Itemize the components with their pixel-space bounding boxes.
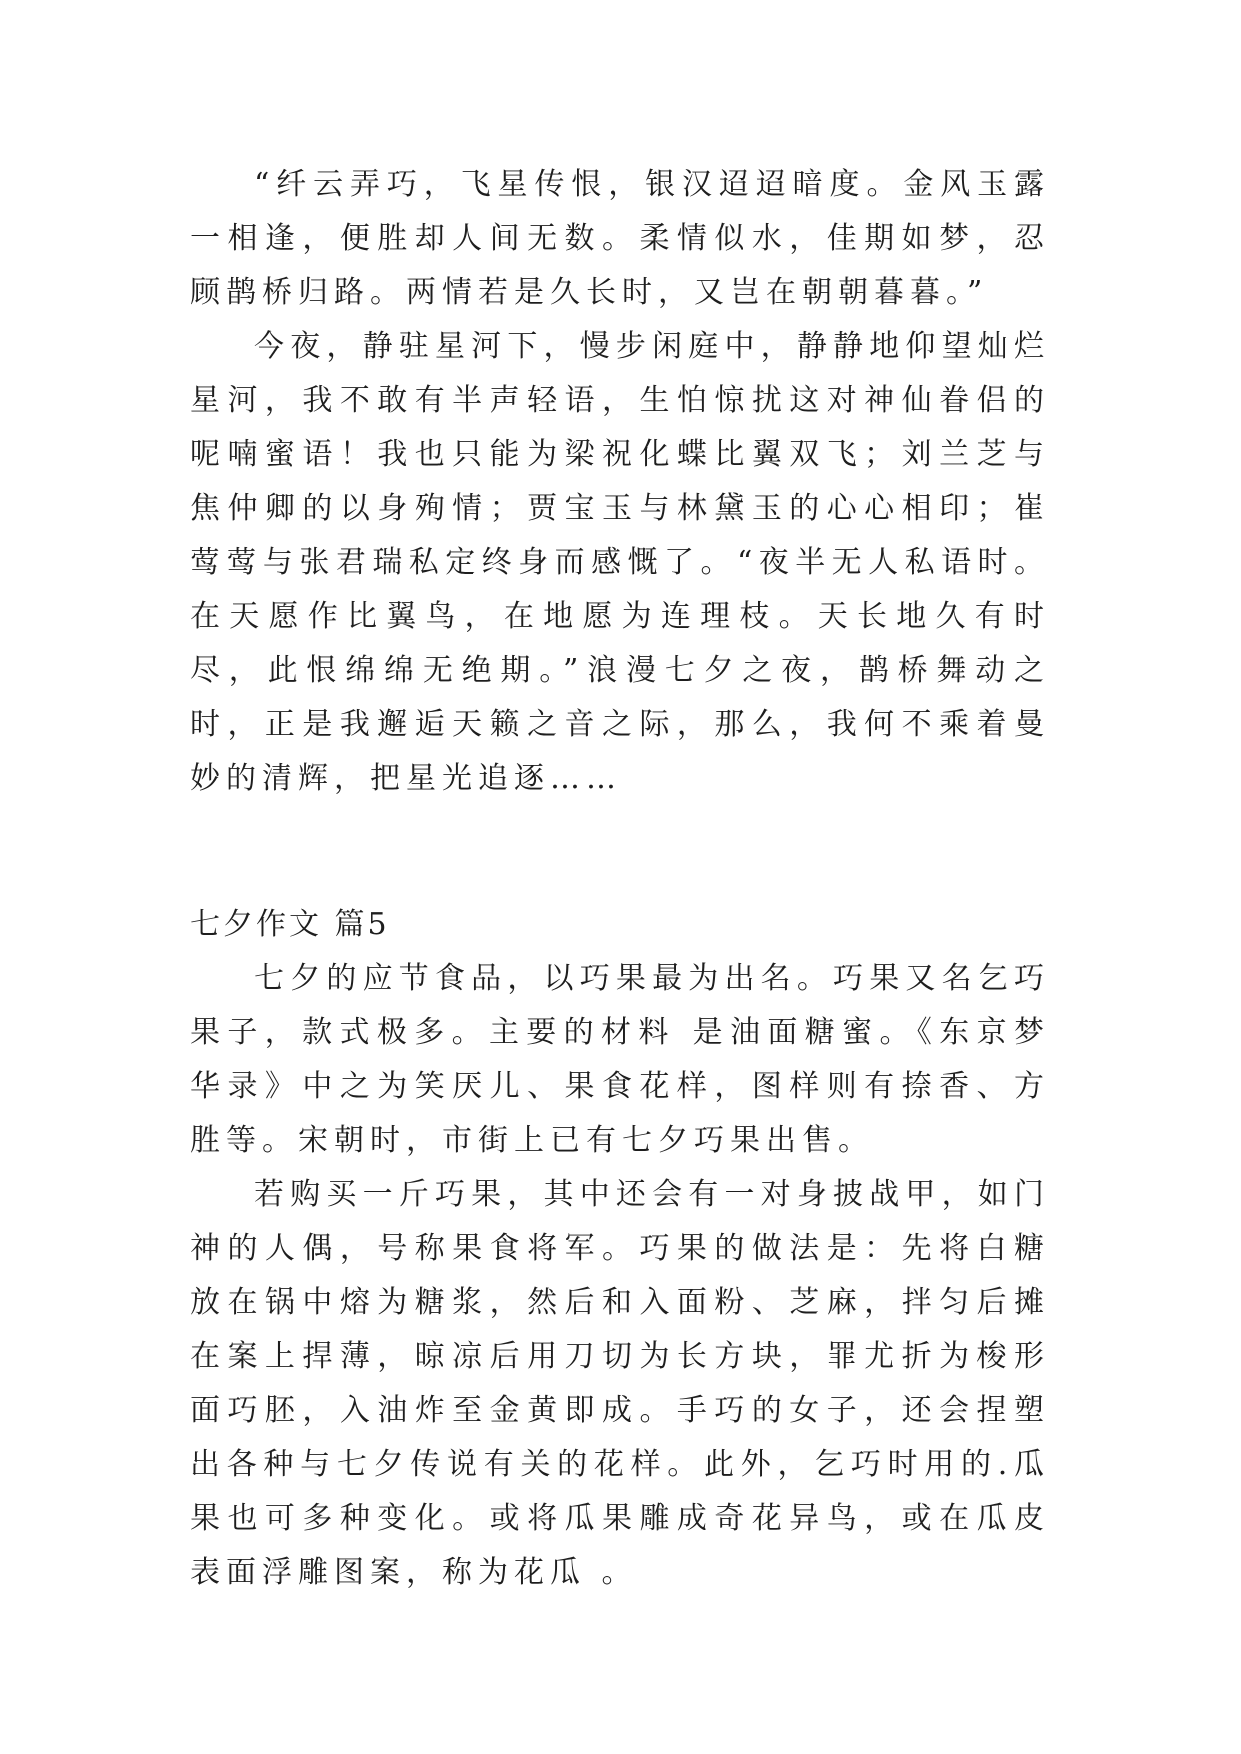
document-body bbox=[190, 158, 1050, 1600]
night-paragraph: 今夜，静驻星河下，慢步闲庭中，静静地仰望灿烂星河，我不敢有半声轻语，生怕惊扰这对神仙眷侣的呢喃蜜语！我也只能为梁祝化蝶比翼双飞；刘兰芝与焦仲卿的以身殉情；贾宝玉与林黛玉的心心相印；崔莺莺与张君瑞私定终身而感慨了。“夜半无人私语时。在天愿作比翼鸟，在地愿为连理枝。天长地久有时尽，此恨绵绵无绝期。”浪漫七夕之夜，鹊桥舞动之时，正是我邂逅天籁之音之际，那么，我何不乘着曼妙的清辉，把星光追逐…… bbox=[190, 329, 1050, 796]
poem-paragraph: “纤云弄巧，飞星传恨，银汉迢迢暗度。金风玉露一相逢，便胜却人间无数。柔情似水，佳期如梦，忍顾鹊桥归路。两情若是久长时，又岂在朝朝暮暮。” bbox=[190, 167, 1050, 310]
section-heading: 七夕作文 篇5 bbox=[190, 907, 390, 942]
recipe-paragraph: 若购买一斤巧果，其中还会有一对身披战甲，如门神的人偶，号称果食将军。巧果的做法是：先将白糖放在锅中熔为糖浆，然后和入面粉、芝麻，拌匀后摊在案上捍薄，晾凉后用刀切为长方块，罪尤折为梭形面巧胚，入油炸至金黄即成。手巧的女子，还会捏塑出各种与七夕传说有关的花样。此外，乞巧时用的.瓜果也可多种变化。或将瓜果雕成奇花异鸟，或在瓜皮表面浮雕图案，称为花瓜 。 bbox=[190, 1177, 1050, 1590]
qiaoguo-paragraph: 七夕的应节食品，以巧果最为出名。巧果又名乞巧果子，款式极多。主要的材料 是油面糖蜜。《东京梦华录》中之为笑厌儿、果食花样，图样则有捺香、方胜等。宋朝时，市街上已有七夕巧果出售。 bbox=[190, 961, 1050, 1158]
